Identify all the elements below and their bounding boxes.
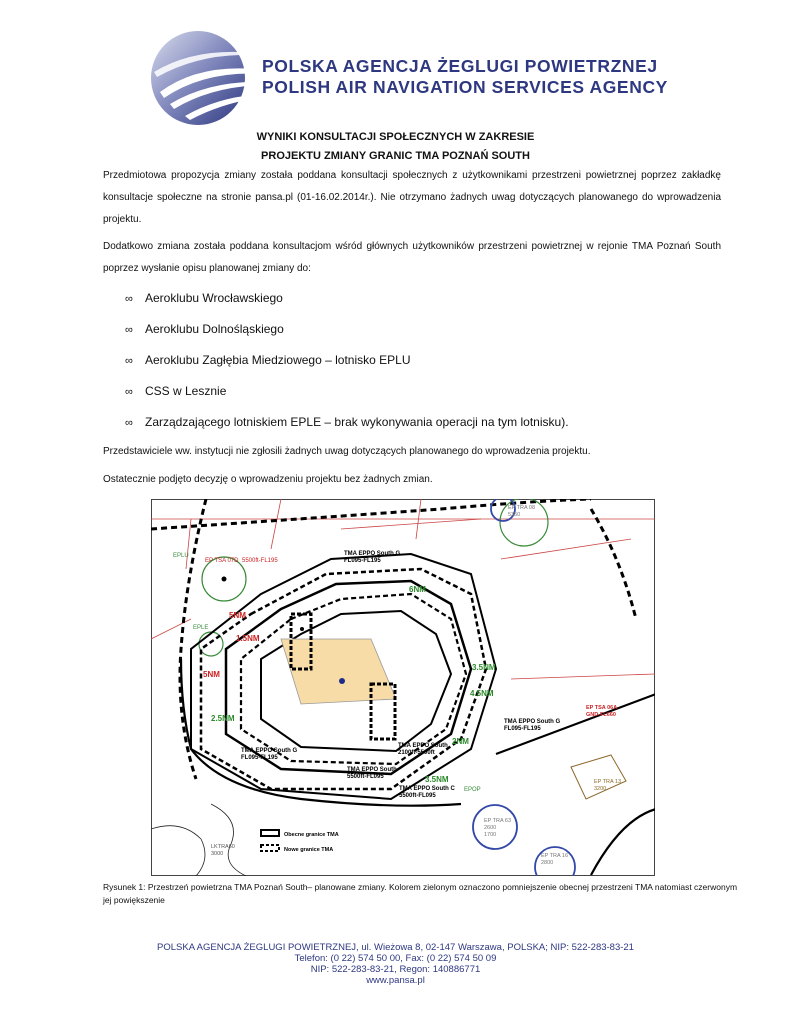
map-label-lktra: LKTRA60: [211, 844, 235, 850]
map-distance-3-5nm-bottom: 3.5NM: [425, 775, 449, 784]
map-distance-4-5nm: 4.5NM: [470, 689, 494, 698]
map-label-tma-a: TMA EPPO South: [398, 743, 448, 749]
map-distance-1-5nm: 1.5NM: [236, 634, 260, 643]
map-label-tra13-limits: 3200: [594, 786, 607, 792]
map-label-tma-b: TMA EPPO South: [347, 767, 397, 773]
map-label-lktra-limits: 3000: [211, 851, 224, 857]
footer-website: www.pansa.pl: [366, 975, 425, 986]
map-distance-2nm: 2NM: [452, 737, 469, 746]
paragraph-result: Przedstawiciele ww. instytucji nie zgłosili żadnych uwag dotyczących planowanego do wprowadzenia projektu.: [103, 446, 591, 457]
figure-caption: Rysunek 1: Przestrzeń powietrzna TMA Poznań South– planowane zmiany. Kolorem zielonym oznaczono pomniejszenie obecnej przestrzeni TMA natomiast czerwonym jej powiększenie: [103, 882, 738, 905]
paragraph-decision: Ostatecznie podjęto decyzję o wprowadzeniu projektu bez żadnych zmian.: [103, 474, 433, 485]
map-label-tra63-limits: 2600: [484, 825, 497, 831]
map-label-tma-g-top: TMA EPPO South G: [344, 551, 401, 557]
footer-registration: NIP: 522-283-83-21, Regon: 140886771: [310, 964, 481, 975]
map-label-tra63-limits-2: 1700: [484, 832, 497, 838]
map-distance-2-5nm: 2.5NM: [211, 714, 235, 723]
map-label-tra08: EP TRA 08: [508, 505, 536, 511]
paragraph-consultation: Przedmiotowa propozycja zmiany została poddana konsultacji społecznych z użytkownikami przestrzeni powietrznej poprzez zakładkę konsultacje społeczne na stronie pansa.pl (01-16.02.2014r.). Nie otrzymano żadnych uwag dotyczących planowanego do wprowadzenia projektu.: [103, 170, 721, 225]
map-label-tra63: EP TRA 63: [484, 818, 512, 824]
airspace-map: [151, 499, 655, 876]
pansa-logo: [140, 22, 265, 127]
map-distance-5nm-upper: 5NM: [229, 611, 246, 620]
agency-name-en: POLISH AIR NAVIGATION SERVICES AGENCY: [262, 77, 668, 97]
agency-name-pl: POLSKA AGENCJA ŻEGLUGI POWIETRZNEJ: [262, 56, 658, 76]
map-label-tma-g-top-limits: FL095-FL195: [344, 558, 381, 564]
paragraph-additional: Dodatkowo zmiana została poddana konsultacjom wśród głównych użytkowników przestrzeni powietrznej w rejonie TMA Poznań South poprzez wysłanie opisu planowanej zmiany do:: [103, 241, 721, 274]
map-label-tra16: EP TRA 16: [541, 853, 569, 859]
map-distance-6nm: 6NM: [409, 585, 426, 594]
map-label-tma-a-limits: 2100ft-5500ft: [398, 750, 435, 756]
bullet-item: ∞ Aeroklubu Wrocławskiego: [125, 291, 283, 305]
map-label-tma-b-limits: 5500ft-FL095: [347, 774, 384, 780]
agency-name: [262, 56, 668, 98]
map-label-tma-c: TMA EPPO South C: [399, 786, 455, 792]
map-label-tsa07d-limits: 5500ft-FL195: [242, 558, 278, 564]
map-label-tra08-limits: 5350: [508, 512, 521, 518]
map-label-epop: EPOP: [464, 787, 481, 793]
map-label-tsa06a: EP TSA 06A: [586, 705, 618, 711]
bullet-item: ∞ Aeroklubu Dolnośląskiego: [125, 322, 284, 336]
document-title-line2: PROJEKTU ZMIANY GRANIC TMA POZNAŃ SOUTH: [261, 150, 530, 162]
map-distance-5nm-lower: 5NM: [203, 670, 220, 679]
map-label-tma-g-left-limits: FL095-FL195: [241, 755, 278, 761]
map-label-eple: EPLE: [193, 625, 209, 631]
map-label-tsa07d: EP TSA 07D: [205, 558, 239, 564]
map-label-tma-g-left: TMA EPPO South G: [241, 748, 298, 754]
map-label-tra13: EP TRA 13: [594, 779, 622, 785]
map-label-tra16-limits: 2800: [541, 860, 554, 866]
legend-current-tma: Obecne granice TMA: [284, 832, 339, 838]
document-title-line1: WYNIKI KONSULTACJI SPOŁECZNYCH W ZAKRESIE: [256, 131, 535, 143]
legend-new-tma: Nowe granice TMA: [284, 847, 334, 853]
footer-address: POLSKA AGENCJA ŻEGLUGI POWIETRZNEJ, ul. Wieżowa 8, 02-147 Warszawa, POLSKA; NIP: 522-283-83-21: [157, 942, 634, 953]
footer-phone: Telefon: (0 22) 574 50 00, Fax: (0 22) 574 50 09: [294, 953, 497, 964]
bullet-item: ∞ Zarządzającego lotniskiem EPLE – brak wykonywania operacji na tym lotnisku).: [125, 415, 569, 429]
map-label-tma-g-right-limits: FL095-FL195: [504, 726, 541, 732]
bullet-item: ∞ Aeroklubu Zagłębia Miedziowego – lotnisko EPLU: [125, 353, 411, 367]
map-label-tma-c-limits: 5500ft-FL095: [399, 793, 436, 799]
map-label-tsa06a-limits: GND-FL660: [586, 712, 616, 718]
map-label-tma-g-right: TMA EPPO South G: [504, 719, 561, 725]
map-label-eplu: EPLU: [173, 553, 189, 559]
map-distance-3-5nm-right: 3.5NM: [472, 663, 496, 672]
bullet-item: ∞ CSS w Lesznie: [125, 384, 227, 398]
